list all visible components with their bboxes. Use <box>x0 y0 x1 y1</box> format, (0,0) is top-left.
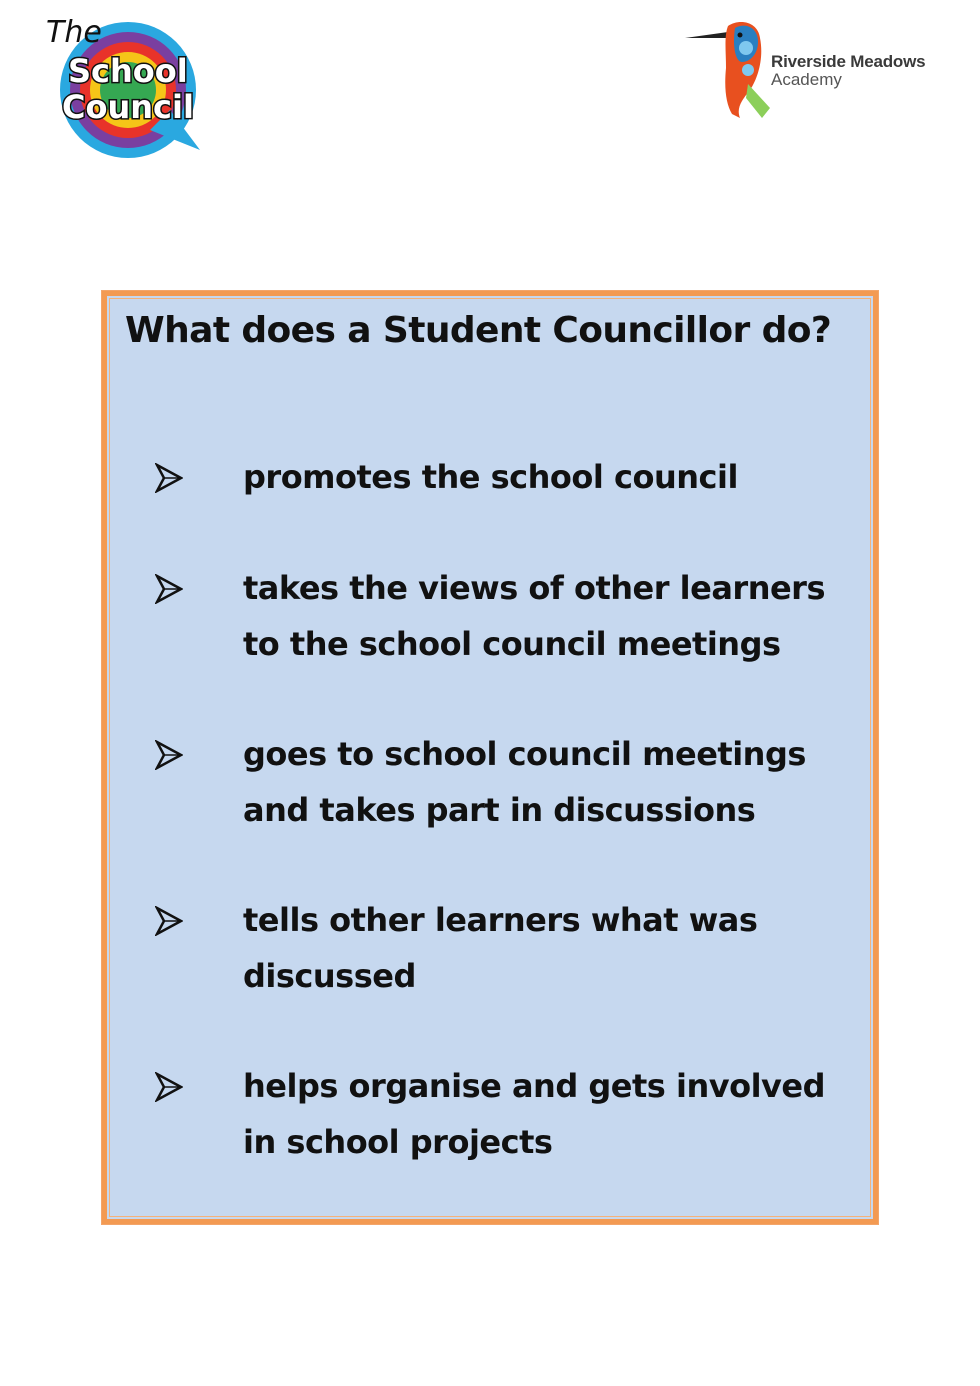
list-item-text: takes the views of other learners to the school council meetings <box>243 569 825 663</box>
arrow-bullet-icon <box>155 1072 183 1102</box>
arrow-bullet-icon <box>155 906 183 936</box>
panel-title: What does a Student Councillor do? <box>125 310 832 351</box>
arrow-bullet-icon <box>155 740 183 770</box>
list-item-text: tells other learners what was discussed <box>243 901 758 995</box>
list-item-text: promotes the school council <box>243 458 738 496</box>
kingfisher-icon <box>680 18 775 128</box>
school-council-logo <box>40 10 210 170</box>
logo-text-council: Council <box>62 88 194 126</box>
info-panel <box>102 291 878 1224</box>
academy-name: Riverside Meadows <box>771 52 926 71</box>
duties-list <box>107 296 873 1219</box>
list-item-text: helps organise and gets involved in school projects <box>243 1067 825 1161</box>
list-item-text: goes to school council meetings and takes part in discussions <box>243 735 806 829</box>
logo-text-the: The <box>46 15 102 50</box>
arrow-bullet-icon <box>155 574 183 604</box>
academy-subtitle: Academy <box>771 70 842 89</box>
logo-text-school: School <box>68 52 188 90</box>
arrow-bullet-icon <box>155 463 183 493</box>
